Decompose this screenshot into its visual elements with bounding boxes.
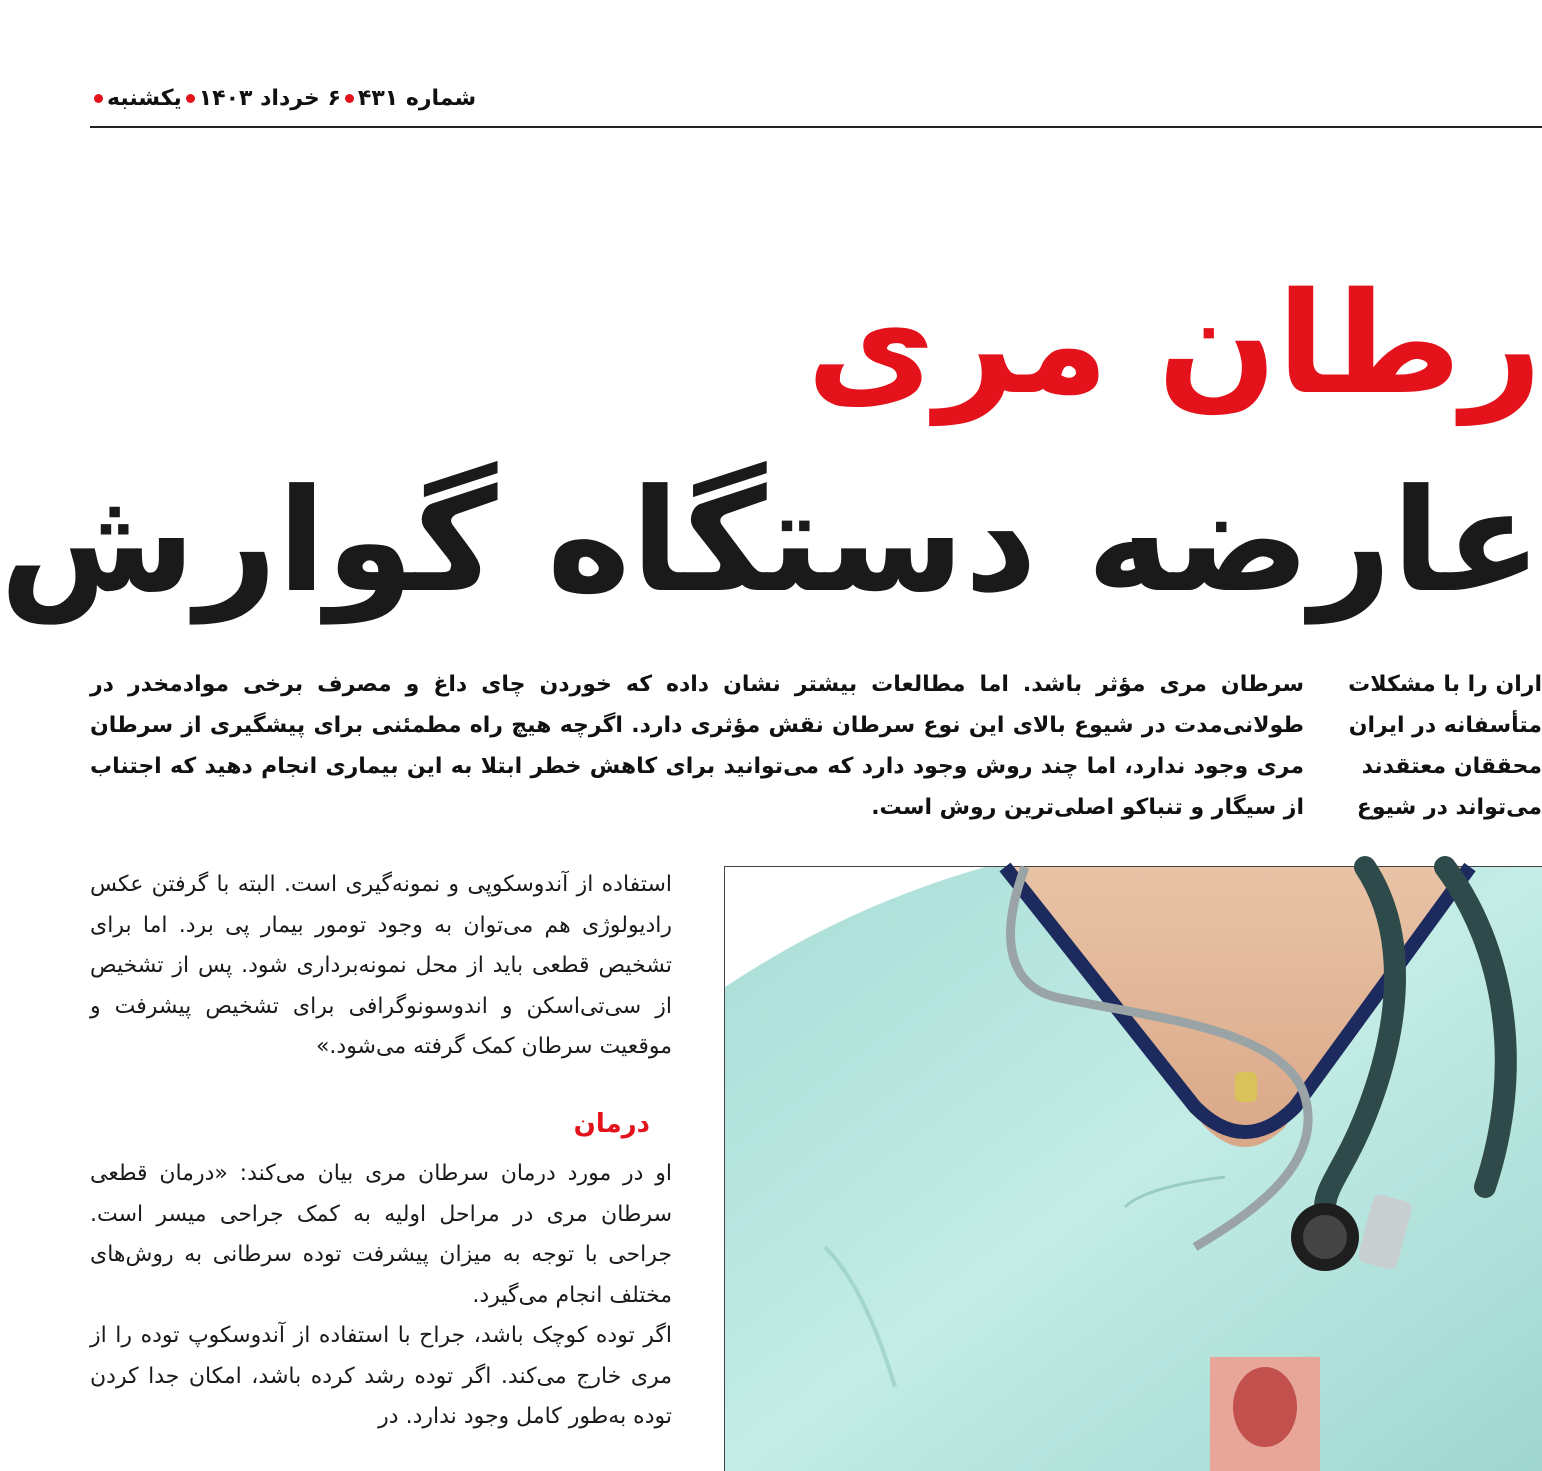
body-column <box>90 865 672 1438</box>
header-dateline <box>90 86 476 111</box>
body-paragraph-2: او در مورد درمان سرطان مری بیان می‌کند: «درمان قطعی سرطان مری در مراحل اولیه به کمک جراحی میسر است. جراحی با توجه به میزان پیشرفت توده سرطانی به روش‌های مختلف انجام می‌گیرد. <box>90 1161 672 1308</box>
body-paragraph-3: اگر توده کوچک باشد، جراح با استفاده از آندوسکوپ توده را از مری خارج می‌کند. اگر توده رشد کرده باشد، امکان جدا کردن توده به‌طور کامل وجود ندارد. در <box>90 1323 672 1429</box>
lead-right-column <box>1348 664 1542 828</box>
bullet-dot-icon <box>186 94 195 103</box>
body-paragraph-1: استفاده از آندوسکوپی و نمونه‌گیری است. البته با گرفتن عکس رادیولوژی هم می‌توان به وجود تومور بیمار پی برد. اما برای تشخیص قطعی باید از محل نمونه‌برداری شود. پس از تشخیص از سی‌تی‌اسکن و اندوسونوگرافی برای تشخیص پیشرفت و موقعیت سرطان کمک گرفته می‌شود.» <box>90 872 672 1059</box>
stethoscope-diaphragm <box>1303 1215 1347 1259</box>
lead-right-line: محققان معتقدند <box>1361 754 1542 779</box>
date: ۶ خرداد ۱۴۰۳ <box>198 86 341 111</box>
weekday: یکشنبه <box>107 86 182 111</box>
headline-black: عارضه دستگاه گوارش <box>0 459 1542 624</box>
subheading-treatment: درمان <box>573 1108 650 1139</box>
stethoscope-clip <box>1235 1072 1257 1102</box>
lead-right-line: متأسفانه در ایران <box>1348 713 1542 738</box>
tumor-illustration <box>1233 1367 1297 1447</box>
newspaper-header <box>90 78 1542 128</box>
doctor-stethoscope-photo <box>724 866 1542 1471</box>
lead-right-line: می‌تواند در شیوع <box>1356 795 1542 820</box>
issue-number: شماره ۴۳۱ <box>357 86 477 111</box>
headline-red: رطان مری <box>806 263 1542 426</box>
bullet-dot-icon <box>345 94 354 103</box>
photo-illustration <box>725 867 1542 1471</box>
lead-paragraph: سرطان مری مؤثر باشد. اما مطالعات بیشتر نشان داده که خوردن چای داغ و مصرف برخی موادمخدر در طولانی‌مدت در شیوع بالای این نوع سرطان نقش مؤثری دارد. اگرچه هیچ راه مطمئنی برای پیشگیری از سرطان مری وجود ندارد، اما چند روش وجود دارد که می‌توانید برای کاهش خطر ابتلا به این بیماری انجام دهید که اجتناب از سیگار و تنباکو اصلی‌ترین روش است. <box>90 672 1304 820</box>
bullet-dot-icon <box>94 94 103 103</box>
lead-right-line: اران را با مشکلات <box>1348 672 1542 697</box>
